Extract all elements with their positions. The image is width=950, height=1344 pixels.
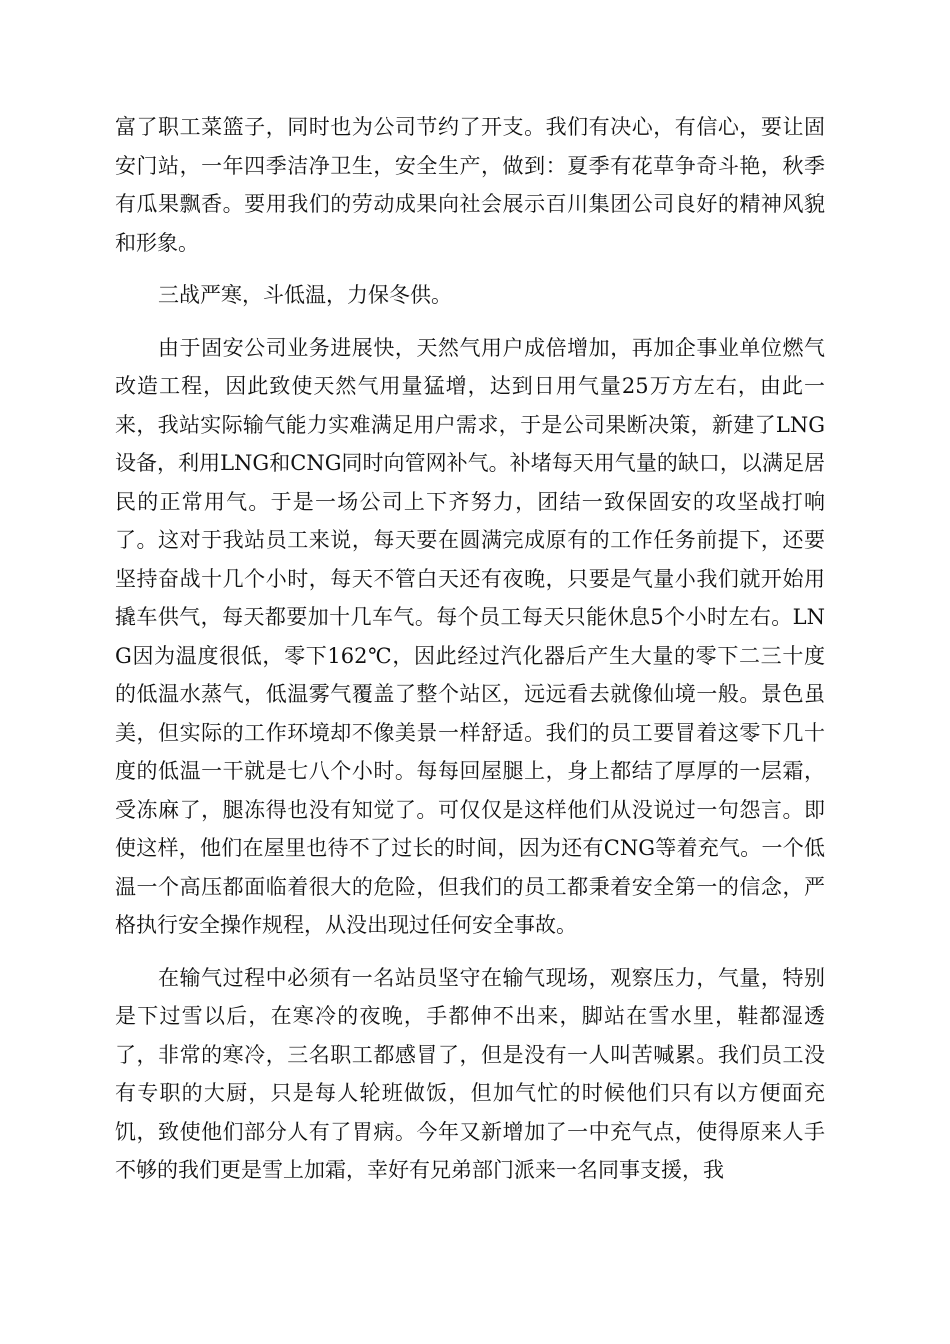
paragraph-gas-transmission: 在输气过程中必须有一名站员坚守在输气现场，观察压力，气量，特别是下过雪以后，在寒冷的夜晚，手都伸不出来，脚站在雪水里，鞋都湿透了，非常的寒冷，三名职工都感冒了，但是没有一人叫苦喊累。我们员工没有专职的大厨，只是每人轮班做饭，但加气忙的时候他们只有以方便面充饥，致使他们部分人有了胃病。今年又新增加了一中充气点，使得原来人手不够的我们更是雪上加霜，幸好有兄弟部门派来一名同事支援，我: [115, 965, 825, 1182]
section-heading: 三战严寒，斗低温，力保冬供。: [158, 283, 452, 307]
paragraph-continuation: 富了职工菜篮子，同时也为公司节约了开支。我们有决心，有信心，要让固安门站，一年四季洁净卫生，安全生产，做到：夏季有花草争奇斗艳，秋季有瓜果飘香。要用我们的劳动成果向社会展示百川集团公司良好的精神风貌和形象。: [115, 115, 825, 255]
paragraph-winter-supply: 由于固安公司业务进展快，天然气用户成倍增加，再加企事业单位燃气改造工程，因此致使天然气用量猛增，达到日用气量25万方左右，由此一来，我站实际输气能力实难满足用户需求，于是公司果断决策，新建了LNG设备，利用LNG和CNG同时向管网补气。补堵每天用气量的缺口，以满足居民的正常用气。于是一场公司上下齐努力，团结一致保固安的攻坚战打响了。这对于我站员工来说，每天要在圆满完成原有的工作任务前提下，还要坚持奋战十几个小时，每天不管白天还有夜晚，只要是气量小我们就开始用撬车供气，每天都要加十几车气。每个员工每天只能休息5个小时左右。LNG因为温度很低，零下162℃，因此经过汽化器后产生大量的零下二三十度的低温水蒸气，低温雾气覆盖了整个站区，远远看去就像仙境一般。景色虽美，但实际的工作环境却不像美景一样舒适。我们的员工要冒着这零下几十度的低温一干就是七八个小时。每每回屋腿上，身上都结了厚厚的一层霜，受冻麻了，腿冻得也没有知觉了。可仅仅是这样他们从没说过一句怨言。即使这样，他们在屋里也待不了过长的时间，因为还有CNG等着充气。一个低温一个高压都面临着很大的危险，但我们的员工都秉着安全第一的信念，严格执行安全操作规程，从没出现过任何安全事故。: [115, 335, 825, 937]
